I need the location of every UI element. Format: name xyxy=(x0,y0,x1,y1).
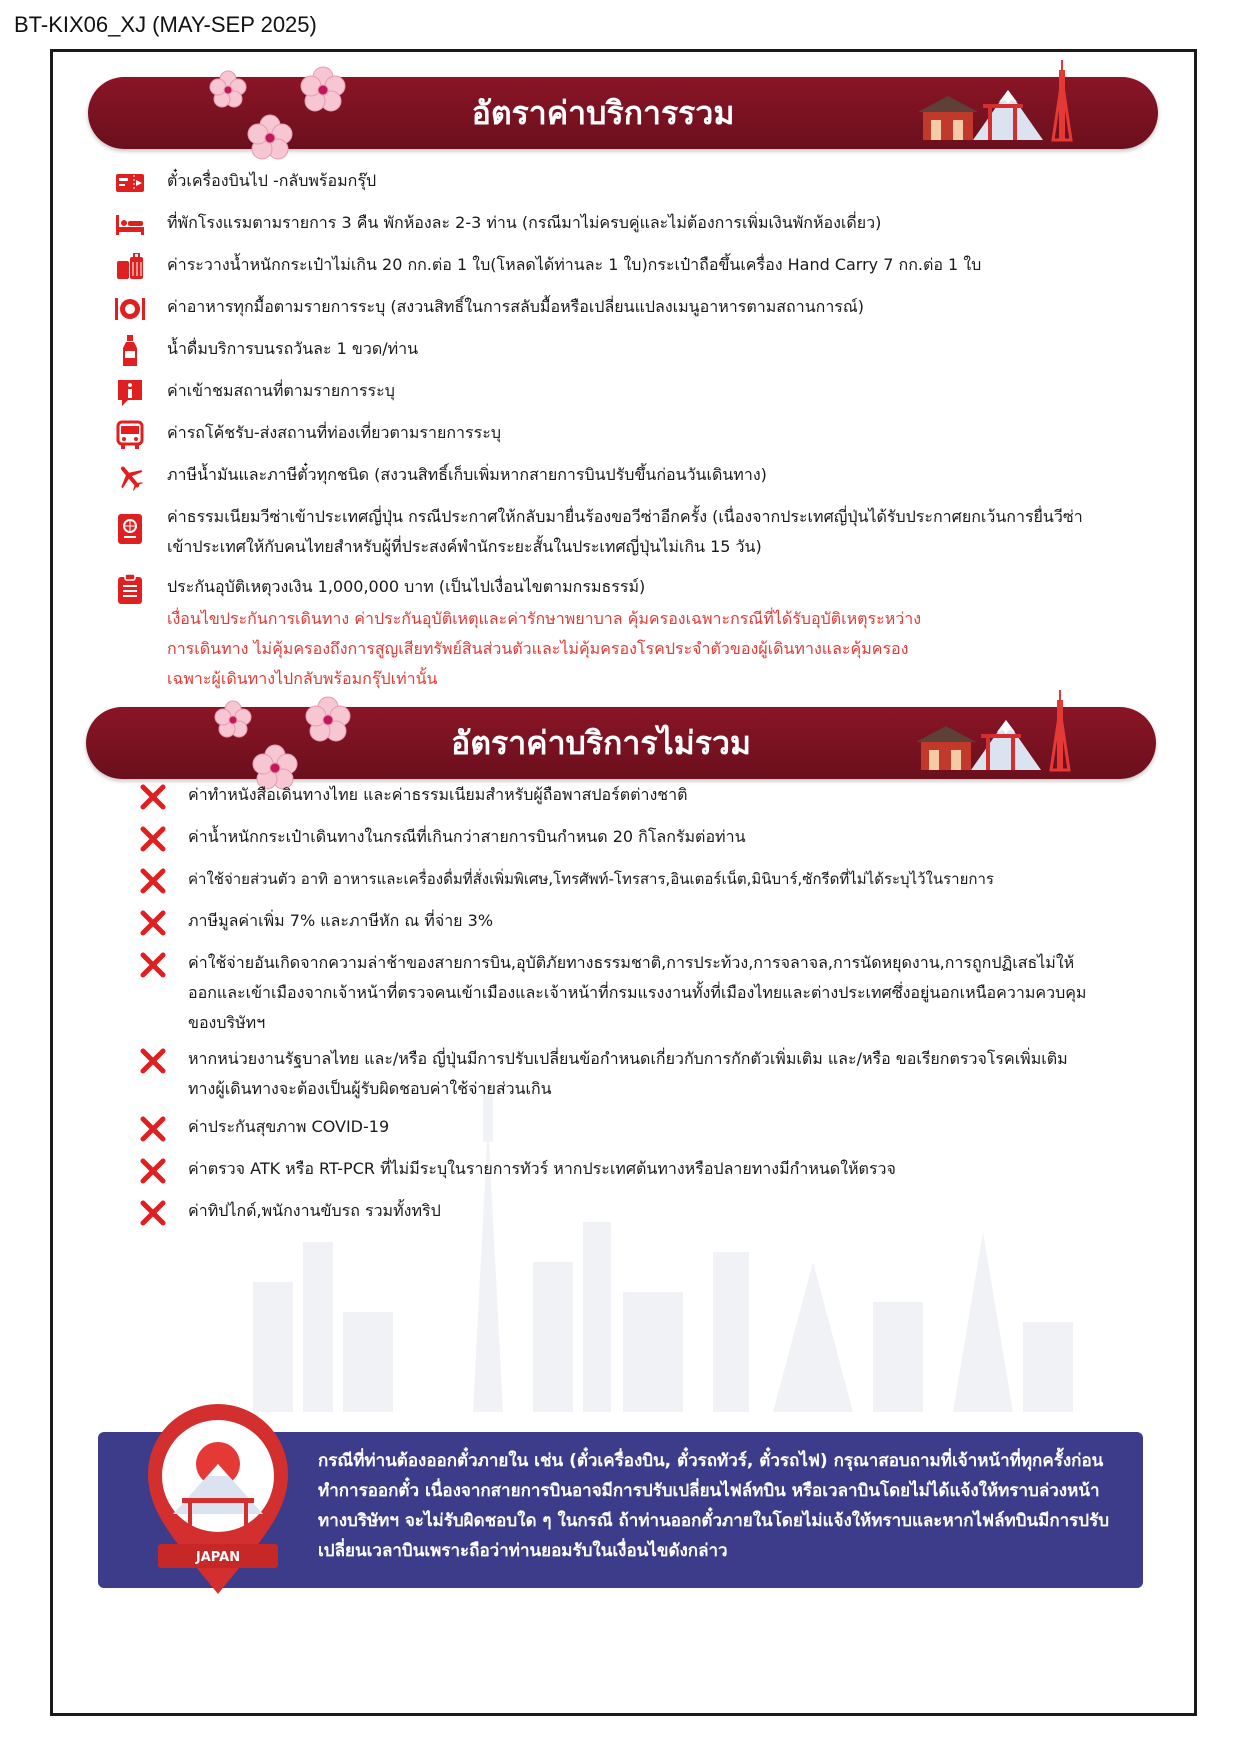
cross-icon xyxy=(138,1156,168,1186)
included-item-text: ภาษีน้ำมันและภาษีตั๋วทุกชนิด (สงวนสิทธิ์เก็บเพิ่มหากสายการบินปรับขึ้นก่อนวันเดินทาง) xyxy=(167,465,767,484)
included-title: อัตราค่าบริการรวม xyxy=(471,93,735,132)
included-item xyxy=(113,334,1153,368)
cross-icon xyxy=(138,1198,168,1228)
cross-icon xyxy=(138,866,168,896)
ticket-icon xyxy=(113,166,147,200)
passport-icon xyxy=(113,512,147,546)
japan-landmarks-illustration xyxy=(911,690,1091,780)
excluded-item xyxy=(138,822,1138,854)
ticket-notice-box xyxy=(98,1432,1143,1588)
excluded-item-text: ค่าใช้จ่ายอันเกิดจากความล่าช้าของสายการบิน,อุบัติภัยทางธรรมชาติ,การประท้วง,การจลาจล,การนัดหยุดงาน,การถูกปฏิเสธไม่ให้ออกและเข้าเมืองจากเจ้าหน้าที่ตรวจคนเข้าเมืองและเจ้าหน้าที่กรมแรงงานทั้งที่เมืองไทยและต่างประเทศซึ่งอยู่นอกเหนือความควบคุมของบริษัทฯ xyxy=(188,953,1087,1032)
included-item xyxy=(113,250,1153,284)
excluded-item-text: ค่าน้ำหนักกระเป๋าเดินทางในกรณีที่เกินกว่าสายการบินกำหนด 20 กิโลกรัมต่อท่าน xyxy=(188,827,746,846)
included-item-text: ค่าอาหารทุกมื้อตามรายการระบุ (สงวนสิทธิ์ในการสลับมื้อหรือเปลี่ยนแปลงเมนูอาหารตามสถานการณ์) xyxy=(167,297,864,316)
airplane-icon xyxy=(113,460,147,494)
japan-badge-label: JAPAN xyxy=(195,1550,241,1565)
included-item xyxy=(113,418,1153,452)
excluded-item-text: ภาษีมูลค่าเพิ่ม 7% และภาษีหัก ณ ที่จ่าย 3% xyxy=(188,911,494,930)
insurance-note: เงื่อนไขประกันการเดินทาง ค่าประกันอุบัติเหตุและค่ารักษาพยาบาล คุ้มครองเฉพาะกรณีที่ได้รับอุบัติเหตุระหว่างการเดินทาง ไม่คุ้มครองถึงการสูญเสียทรัพย์สินส่วนตัวและไม่คุ้มครองโรคประจำตัวของผู้เดินทางและคุ้มครองเฉพาะผู้เดินทางไปกลับพร้อมกรุ๊ปเท่านั้น xyxy=(167,609,922,688)
included-item-text: น้ำดื่มบริการบนรถวันละ 1 ขวด/ท่าน xyxy=(167,339,419,358)
cross-icon xyxy=(138,1114,168,1144)
included-item-text: ประกันอุบัติเหตุวงเงิน 1,000,000 บาท (เป็นไปเงื่อนไขตามกรมธรรม์) xyxy=(167,577,646,596)
clipboard-icon xyxy=(113,572,147,606)
excluded-item xyxy=(138,1154,1138,1186)
excluded-item xyxy=(138,864,1138,896)
ticket-notice-text: กรณีที่ท่านต้องออกตั๋วภายใน เช่น (ตั๋วเครื่องบิน, ตั๋วรถทัวร์, ตั๋วรถไฟ) กรุณาสอบถามที่เจ้าหน้าที่ทุกครั้งก่อนทำการออกตั๋ว เนื่องจากสายการบินอาจมีการปรับเปลี่ยนไฟล์ทบิน หรือเวลาบินโดยไม่ได้แจ้งให้ทราบล่วงหน้า ทางบริษัทฯ จะไม่รับผิดชอบใด ๆ ในกรณี ถ้าท่านออกตั๋วภายในโดยไม่แจ้งให้ทราบและหากไฟล์ทบินมีการปรับเปลี่ยนเวลาบินเพราะถือว่าท่านยอมรับในเงื่อนไขดังกล่าว xyxy=(318,1451,1109,1561)
excluded-item-text: ค่าตรวจ ATK หรือ RT-PCR ที่ไม่มีระบุในรายการทัวร์ หากประเทศต้นทางหรือปลายทางมีกำหนดให้ตรวจ xyxy=(188,1159,896,1178)
included-item xyxy=(113,376,1153,410)
japan-landmarks-illustration xyxy=(913,60,1093,150)
included-item-text: ค่ารถโค้ชรับ-ส่งสถานที่ท่องเที่ยวตามรายการระบุ xyxy=(167,423,501,442)
cherry-blossom-decoration xyxy=(198,62,358,172)
included-item-text: ค่าระวางน้ำหนักกระเป๋าไม่เกิน 20 กก.ต่อ 1 ใบ(โหลดได้ท่านละ 1 ใบ)กระเป๋าถือขึ้นเครื่อง Hand Carry 7 กก.ต่อ 1 ใบ xyxy=(167,255,982,274)
luggage-icon xyxy=(113,250,147,284)
excluded-item xyxy=(138,1112,1138,1144)
japan-travel-badge xyxy=(138,1404,298,1604)
included-item-text: ตั๋วเครื่องบินไป -กลับพร้อมกรุ๊ป xyxy=(167,171,377,190)
excluded-title: อัตราค่าบริการไม่รวม xyxy=(451,723,751,762)
page-frame xyxy=(50,49,1197,1716)
included-item xyxy=(113,460,1153,494)
excluded-item-text: ค่าทิปไกด์,พนักงานขับรถ รวมทั้งทริป xyxy=(188,1201,441,1220)
document-code: BT-KIX06_XJ (MAY-SEP 2025) xyxy=(14,12,317,37)
included-item-text: ค่าเข้าชมสถานที่ตามรายการระบุ xyxy=(167,381,395,400)
included-item-text: ที่พักโรงแรมตามรายการ 3 คืน พักห้องละ 2-3 ท่าน (กรณีมาไม่ครบคู่และไม่ต้องการเพิ่มเงินพักห้องเดี่ยว) xyxy=(167,213,882,232)
cross-icon xyxy=(138,1046,168,1076)
cross-icon xyxy=(138,824,168,854)
cross-icon xyxy=(138,782,168,812)
included-item xyxy=(113,166,1153,200)
meal-plate-icon xyxy=(113,292,147,326)
included-item-text: ค่าธรรมเนียมวีซ่าเข้าประเทศญี่ปุ่น กรณีประกาศให้กลับมายื่นร้องขอวีซ่าอีกครั้ง (เนื่องจากประเทศญี่ปุ่นได้รับประกาศยกเว้นการยื่นวีซ่าเข้าประเทศให้กับคนไทยสำหรับผู้ที่ประสงค์พำนักระยะสั้นในประเทศญี่ปุ่นไม่เกิน 15 วัน) xyxy=(167,507,1083,556)
excluded-item xyxy=(138,906,1138,938)
cross-icon xyxy=(138,908,168,938)
excluded-item-text: หากหน่วยงานรัฐบาลไทย และ/หรือ ญี่ปุ่นมีการปรับเปลี่ยนข้อกำหนดเกี่ยวกับการกักตัวเพิ่มเติม และ/หรือ ขอเรียกตรวจโรคเพิ่มเติม ทางผู้เดินทางจะต้องเป็นผู้รับผิดชอบค่าใช้จ่ายส่วนเกิน xyxy=(188,1049,1068,1098)
excluded-item-text: ค่าใช้จ่ายส่วนตัว อาทิ อาหารและเครื่องดื่มที่สั่งเพิ่มพิเศษ,โทรศัพท์-โทรสาร,อินเตอร์เน็ต,มินิบาร์,ซักรีดที่ไม่ได้ระบุไว้ในรายการ xyxy=(188,870,994,888)
included-item xyxy=(113,572,1153,606)
excluded-item xyxy=(138,1044,1138,1104)
excluded-item xyxy=(138,780,1138,812)
excluded-item-text: ค่าทำหนังสือเดินทางไทย และค่าธรรมเนียมสำหรับผู้ถือพาสปอร์ตต่างชาติ xyxy=(188,785,688,804)
excluded-item-text: ค่าประกันสุขภาพ COVID-19 xyxy=(188,1117,390,1136)
excluded-item xyxy=(138,1196,1138,1228)
included-item xyxy=(113,502,1153,562)
hotel-bed-icon xyxy=(113,208,147,242)
cross-icon xyxy=(138,950,168,980)
included-item xyxy=(113,292,1153,326)
bus-icon xyxy=(113,418,147,452)
water-bottle-icon xyxy=(113,334,147,368)
excluded-item xyxy=(138,948,1138,1038)
info-icon xyxy=(113,376,147,410)
included-item xyxy=(113,208,1153,242)
